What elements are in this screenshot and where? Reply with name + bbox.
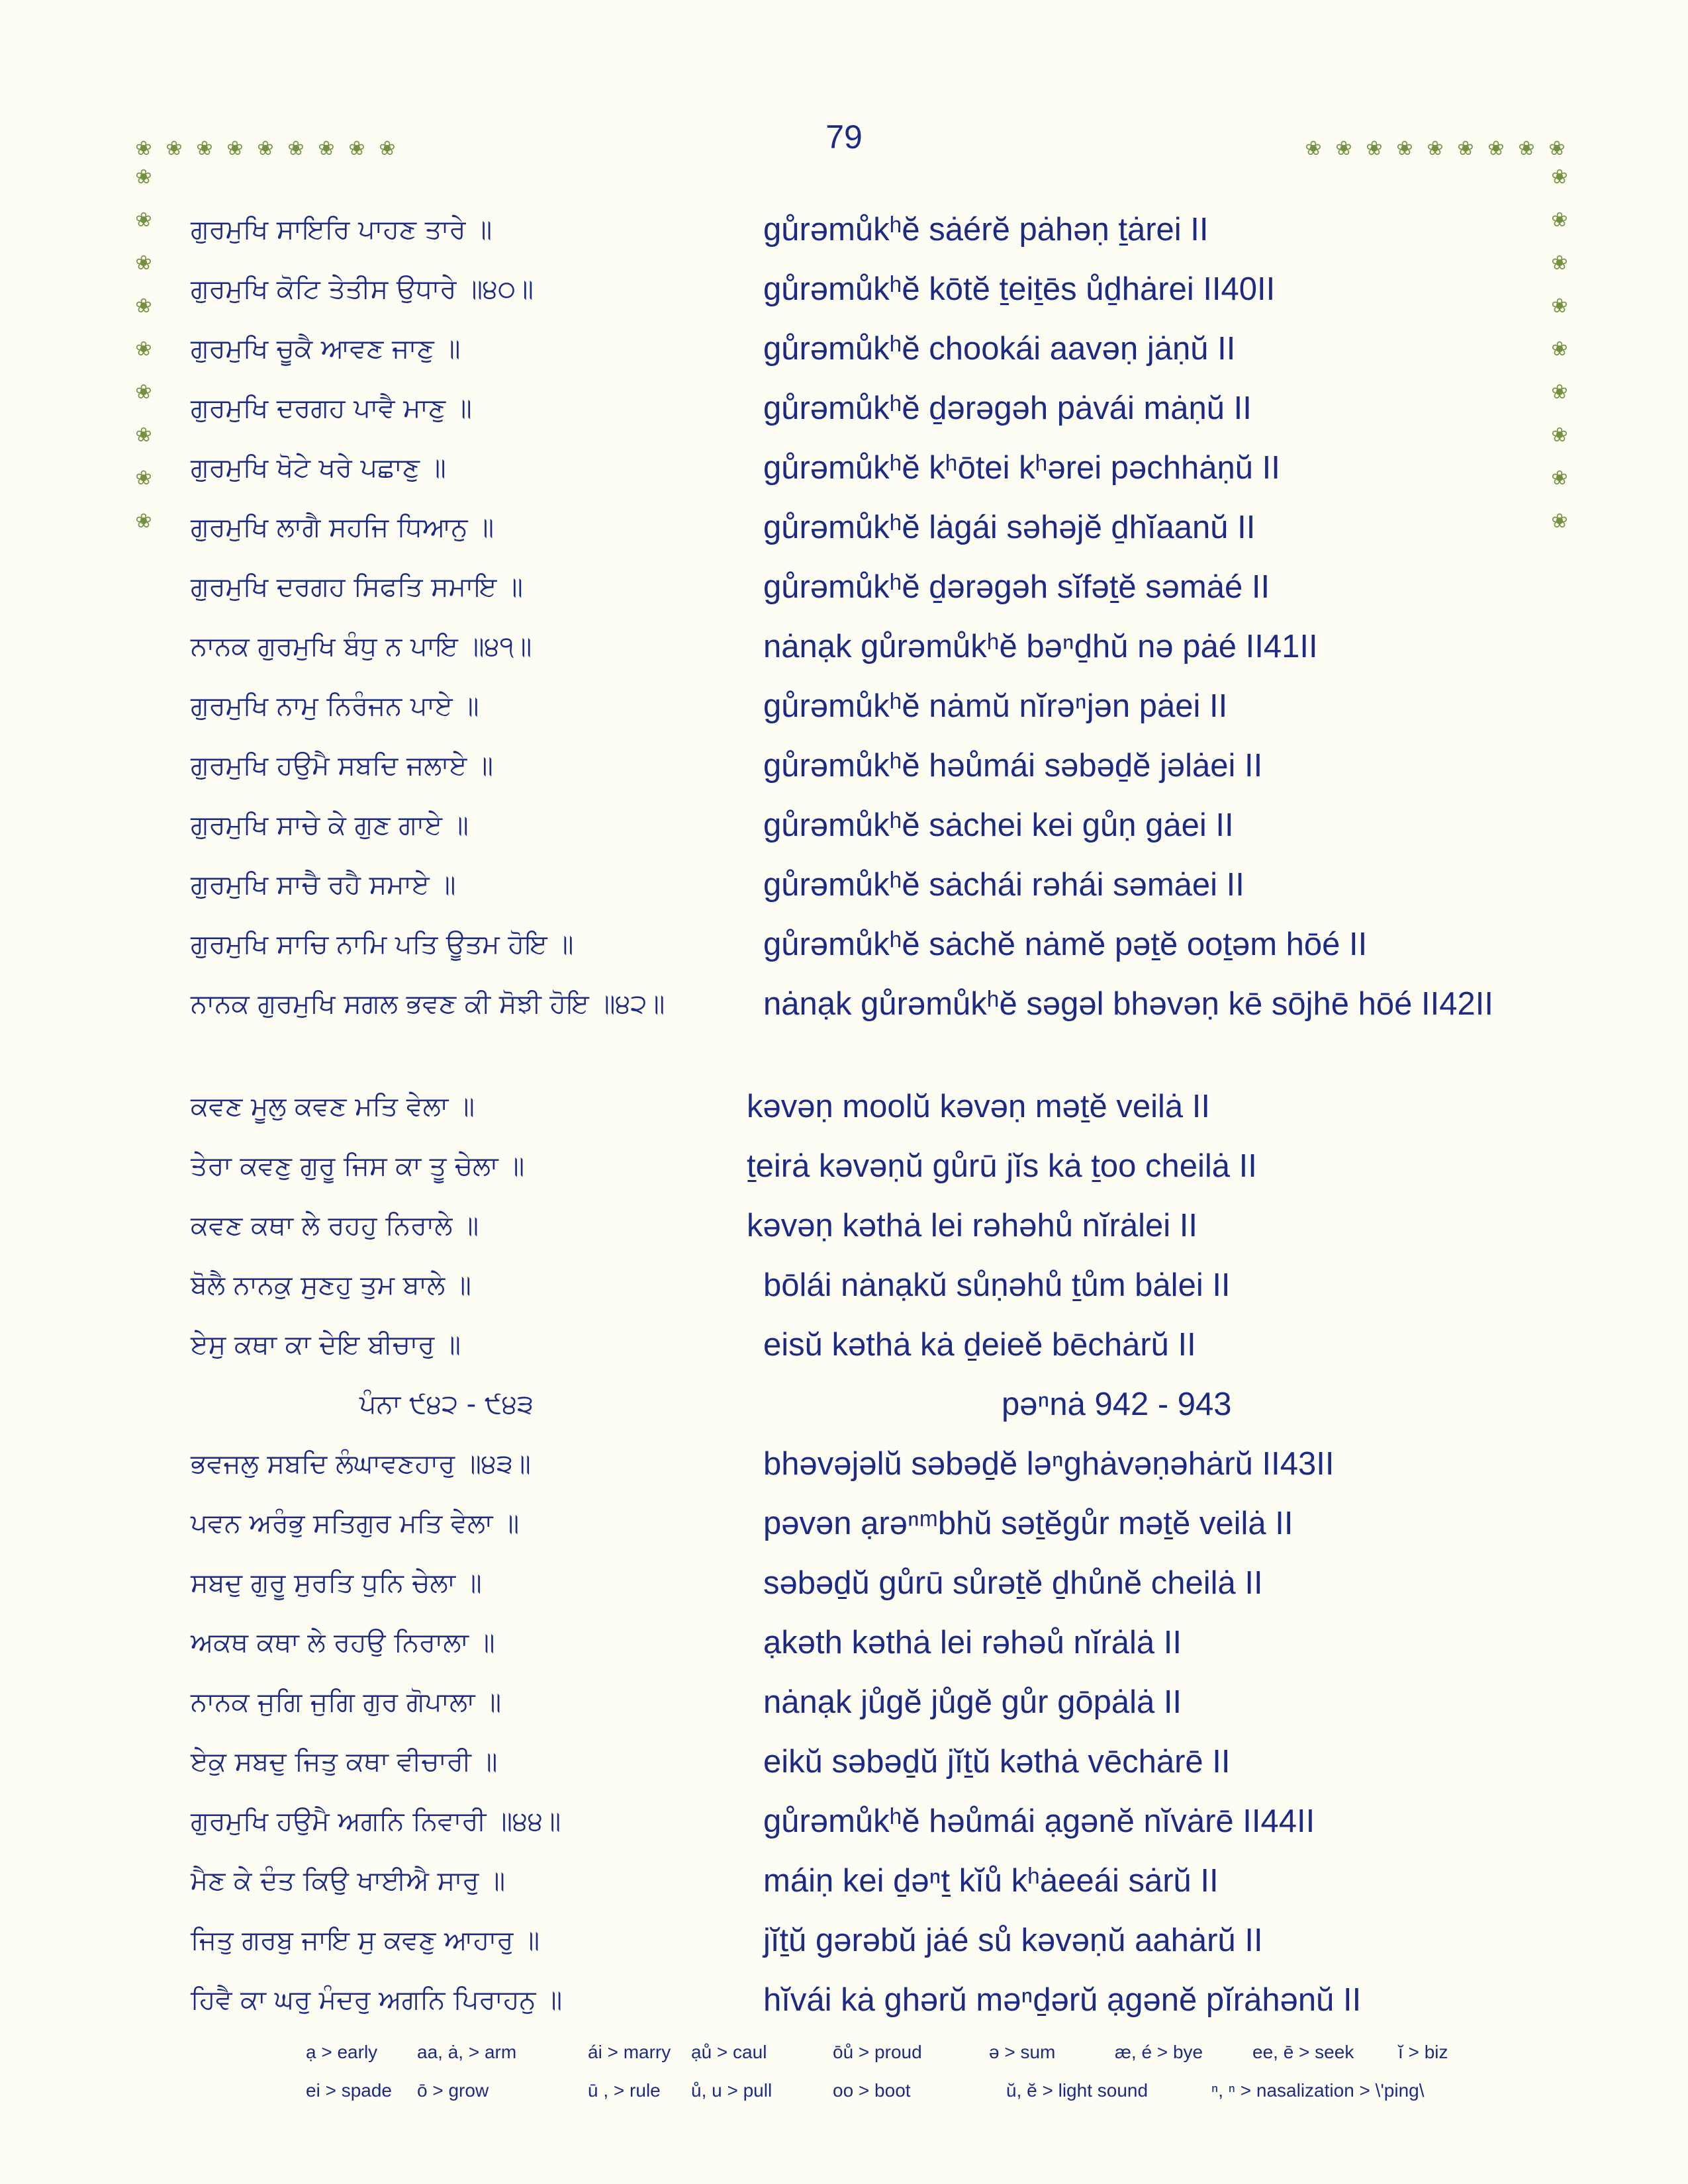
flower-icon: ❀: [1551, 208, 1568, 232]
gurmukhi-heading: ਪੰਨਾ ੯੪੨ - ੯੪੩: [359, 1389, 534, 1420]
flower-icon: ❀: [1518, 137, 1535, 160]
transliteration-text: máiṇ kei ḏəⁿṯ kĭů kʰȧeeái sȧrŭ II: [763, 1863, 1219, 1899]
flower-icon: ❀: [1551, 381, 1568, 404]
legend-item: ō > grow: [417, 2080, 489, 2101]
verse-row: [0, 557, 1688, 617]
transliteration-text: gůrəmůkʰĕ chookái aavəṇ jȧṇŭ II: [763, 331, 1236, 367]
flower-icon: ❀: [135, 165, 152, 189]
transliteration-text: gůrəmůkʰĕ həůmái ạgənĕ nĭvȧrē II44II: [763, 1803, 1315, 1839]
transliteration-text: pəvən ạrəⁿᵐbhŭ səṯĕgůr məṯĕ veilȧ II: [763, 1506, 1293, 1541]
verse-row: [0, 259, 1688, 319]
gurmukhi-text: ਗੁਰਮੁਖਿ ਚੂਕੈ ਆਵਣ ਜਾਣੁ ॥: [191, 334, 461, 364]
flower-icon: ❀: [226, 137, 244, 160]
gurmukhi-text: ਮੈਣ ਕੇ ਦੰਤ ਕਿਉ ਖਾਈਐ ਸਾਰੁ ॥: [191, 1866, 506, 1896]
gurmukhi-text: ਨਾਨਕ ਗੁਰਮੁਖਿ ਬੰਧੁ ਨ ਪਾਇ ॥੪੧॥: [191, 631, 532, 662]
flower-icon: ❀: [379, 137, 396, 160]
flower-icon: ❀: [1366, 137, 1383, 160]
page-reference-heading: [0, 1375, 1688, 1434]
flower-icon: ❀: [1305, 137, 1322, 160]
flower-icon: ❀: [135, 295, 152, 318]
transliteration-text: kəvəṇ moolŭ kəvəṇ məṯĕ veilȧ II: [747, 1089, 1210, 1124]
verse-row: [0, 1196, 1688, 1255]
gurmukhi-text: ਗੁਰਮੁਖਿ ਖੋਟੇ ਖਰੇ ਪਛਾਣੁ ॥: [191, 453, 446, 483]
flower-icon: ❀: [348, 137, 365, 160]
flower-icon: ❀: [1551, 510, 1568, 533]
gurmukhi-text: ਹਿਵੈ ਕਾ ਘਰੁ ਮੰਦਰੁ ਅਗਨਿ ਪਿਰਾਹਨੁ ॥: [191, 1985, 563, 2015]
gurmukhi-text: ਗੁਰਮੁਖਿ ਸਾਇਰਿ ਪਾਹਣ ਤਾਰੇ ॥: [191, 214, 492, 245]
flower-icon: ❀: [318, 137, 335, 160]
flower-icon: ❀: [257, 137, 274, 160]
gurmukhi-text: ਗੁਰਮੁਖਿ ਸਾਚਿ ਨਾਮਿ ਪਤਿ ਊਤਮ ਹੋਇ ॥: [191, 929, 574, 960]
legend-item: ŭ, ĕ > light sound: [1006, 2080, 1149, 2101]
legend-item: aa, ȧ, > arm: [417, 2042, 517, 2062]
transliteration-text: bōlái nȧnạkŭ sůṇəhů ṯům bȧlei II: [763, 1267, 1231, 1303]
transliteration-text: nȧnạk jůgĕ jůgĕ gůr gōpȧlȧ II: [763, 1684, 1182, 1720]
verse-row: [0, 438, 1688, 498]
verse-row: [0, 200, 1688, 259]
transliteration-text: hĭvái kȧ ghərŭ məⁿḏərŭ ạgənĕ pĭrȧhənŭ II: [763, 1982, 1362, 2018]
transliteration-text: kəvəṇ kəthȧ lei rəhəhů nĭrȧlei II: [747, 1208, 1197, 1244]
verse-row: [0, 1494, 1688, 1553]
flower-icon: ❀: [1457, 137, 1474, 160]
verse-row: [0, 617, 1688, 676]
gurmukhi-text: ਗੁਰਮੁਖਿ ਸਾਚੈ ਰਹੈ ਸਮਾਏ ॥: [191, 870, 456, 900]
legend-item: ū , > rule: [588, 2080, 661, 2101]
gurmukhi-text: ਗੁਰਮੁਖਿ ਕੋਟਿ ਤੇਤੀਸ ਉਧਾਰੇ ॥੪੦॥: [191, 274, 534, 304]
legend-item: ạ > early: [306, 2042, 378, 2062]
legend-item: ə > sum: [989, 2042, 1056, 2062]
flower-icon: ❀: [135, 381, 152, 404]
gurmukhi-text: ਏਕੁ ਸਬਦੁ ਜਿਤੁ ਕਥਾ ਵੀਚਾਰੀ ॥: [191, 1747, 498, 1777]
legend-row: [306, 2080, 1497, 2118]
verse-block: [0, 200, 1688, 2030]
gurmukhi-text: ਗੁਰਮੁਖਿ ਨਾਮੁ ਨਿਰੰਜਨ ਪਾਏ ॥: [191, 691, 479, 721]
legend-item: oo > boot: [833, 2080, 911, 2101]
transliteration-text: səbəḏŭ gůrū sůrəṯĕ ḏhůnĕ cheilȧ II: [763, 1565, 1263, 1601]
gurmukhi-text: ਭਵਜਲੁ ਸਬਦਿ ਲੰਘਾਵਣਹਾਰੁ ॥੪੩॥: [191, 1449, 531, 1479]
transliteration-text: bhəvəjəlŭ səbəḏĕ ləⁿghȧvəṇəhȧrŭ II43II: [763, 1446, 1335, 1482]
verse-row: [0, 796, 1688, 855]
verse-row: [0, 974, 1688, 1077]
gurmukhi-text: ਕਵਣ ਮੂਲੁ ਕਵਣ ਮਤਿ ਵੇਲਾ ॥: [191, 1091, 475, 1122]
verse-row: [0, 1970, 1688, 2030]
legend-item: ái > marry: [588, 2042, 671, 2062]
gurmukhi-text: ਕਵਣ ਕਥਾ ਲੇ ਰਹਹੁ ਨਿਰਾਲੇ ॥: [191, 1210, 479, 1241]
transliteration-text: eisŭ kəthȧ kȧ ḏeieĕ bēchȧrŭ II: [763, 1327, 1196, 1363]
verse-row: [0, 1553, 1688, 1613]
gurmukhi-text: ਗੁਰਮੁਖਿ ਦਰਗਹ ਸਿਫਤਿ ਸਮਾਇ ॥: [191, 572, 523, 602]
flower-icon: ❀: [1487, 137, 1505, 160]
flower-icon: ❀: [135, 338, 152, 361]
flower-icon: ❀: [135, 208, 152, 232]
verse-row: [0, 915, 1688, 974]
transliteration-text: gůrəmůkʰĕ kʰōtei kʰərei pəchhȧṇŭ II: [763, 450, 1280, 486]
legend-item: ⁿ, ⁿ > nasalization > \'ping\: [1211, 2080, 1425, 2101]
flower-icon: ❀: [135, 510, 152, 533]
flower-icon: ❀: [1551, 424, 1568, 447]
legend-item: ạů > caul: [691, 2042, 767, 2062]
transliteration-text: gůrəmůkʰĕ ḏərəgəh pȧvái mȧṇŭ II: [763, 390, 1252, 426]
verse-row: [0, 1077, 1688, 1136]
flower-icon: ❀: [1551, 251, 1568, 275]
verse-row: [0, 498, 1688, 557]
flower-icon: ❀: [1548, 137, 1566, 160]
gurmukhi-text: ਜਿਤੁ ਗਰਬੁ ਜਾਇ ਸੁ ਕਵਣੁ ਆਹਾਰੁ ॥: [191, 1925, 540, 1956]
pronunciation-legend: [306, 2042, 1497, 2118]
gurmukhi-text: ਏਸੁ ਕਥਾ ਕਾ ਦੇਇ ਬੀਚਾਰੁ ॥: [191, 1330, 461, 1360]
gurmukhi-text: ਨਾਨਕ ਜੁਗਿ ਜੁਗਿ ਗੁਰ ਗੋਪਾਲਾ ॥: [191, 1687, 502, 1717]
verse-row: [0, 1851, 1688, 1911]
transliteration-text: ạkəth kəthȧ lei rəhəů nĭrȧlȧ II: [763, 1625, 1182, 1661]
flower-icon: ❀: [135, 251, 152, 275]
verse-row: [0, 1792, 1688, 1851]
flower-icon: ❀: [135, 467, 152, 490]
transliteration-text: eikŭ səbəḏŭ jĭṯŭ kəthȧ vēchȧrē II: [763, 1744, 1231, 1780]
verse-row: [0, 1911, 1688, 1970]
verse-row: [0, 855, 1688, 915]
flower-icon: ❀: [1335, 137, 1352, 160]
transliteration-text: gůrəmůkʰĕ nȧmŭ nĭrəⁿjən pȧei II: [763, 688, 1228, 724]
transliteration-text: gůrəmůkʰĕ sȧérĕ pȧhəṇ ṯȧrei II: [763, 212, 1209, 248]
verse-row: [0, 1315, 1688, 1375]
flower-icon: ❀: [287, 137, 305, 160]
transliteration-text: gůrəmůkʰĕ ḏərəgəh sĭfəṯĕ səmȧé II: [763, 569, 1270, 605]
gurmukhi-text: ਗੁਰਮੁਖਿ ਦਰਗਹ ਪਾਵੈ ਮਾਣੁ ॥: [191, 393, 472, 424]
transliteration-text: jĭṯŭ gərəbŭ jȧé sů kəvəṇŭ aahȧrŭ II: [763, 1923, 1263, 1958]
legend-row: [306, 2042, 1497, 2080]
legend-item: ōů > proud: [833, 2042, 922, 2062]
legend-item: ei > spade: [306, 2080, 392, 2101]
transliteration-text: gůrəmůkʰĕ sȧchei kei gůṇ gȧei II: [763, 807, 1234, 843]
legend-item: ĭ > biz: [1398, 2042, 1448, 2062]
legend-item: ů, u > pull: [691, 2080, 773, 2101]
verse-row: [0, 1136, 1688, 1196]
flower-icon: ❀: [1551, 295, 1568, 318]
verse-row: [0, 1672, 1688, 1732]
verse-row: [0, 1613, 1688, 1672]
transliteration-text: gůrəmůkʰĕ lȧgái səhəjĕ ḏhĭaanŭ II: [763, 510, 1256, 545]
verse-row: [0, 379, 1688, 438]
gurmukhi-text: ਤੇਰਾ ਕਵਣੁ ਗੁਰੂ ਜਿਸ ਕਾ ਤੂ ਚੇਲਾ ॥: [191, 1151, 525, 1181]
transliteration-text: gůrəmůkʰĕ sȧchĕ nȧmĕ pəṯĕ ooṯəm hōé II: [763, 927, 1368, 962]
gurmukhi-text: ਸਬਦੁ ਗੁਰੂ ਸੁਰਤਿ ਧੁਨਿ ਚੇਲਾ ॥: [191, 1568, 482, 1598]
flower-icon: ❀: [196, 137, 213, 160]
gurmukhi-text: ਨਾਨਕ ਗੁਰਮੁਖਿ ਸਗਲ ਭਵਣ ਕੀ ਸੋਝੀ ਹੋਇ ॥੪੨॥: [191, 989, 665, 1019]
flower-icon: ❀: [135, 137, 152, 160]
verse-row: [0, 676, 1688, 736]
gurmukhi-text: ਗੁਰਮੁਖਿ ਹਉਮੈ ਸਬਦਿ ਜਲਾਏ ॥: [191, 751, 493, 781]
gurmukhi-text: ਗੁਰਮੁਖਿ ਹਉਮੈ ਅਗਨਿ ਨਿਵਾਰੀ ॥੪੪॥: [191, 1806, 561, 1837]
flower-icon: ❀: [1427, 137, 1444, 160]
legend-item: ee, ē > seek: [1252, 2042, 1354, 2062]
legend-item: æ, é > bye: [1115, 2042, 1203, 2062]
verse-row: [0, 319, 1688, 379]
verse-row: [0, 736, 1688, 796]
gurmukhi-text: ਅਕਥ ਕਥਾ ਲੇ ਰਹਉ ਨਿਰਾਲਾ ॥: [191, 1627, 495, 1658]
flower-icon: ❀: [1551, 338, 1568, 361]
gurmukhi-text: ਪਵਨ ਅਰੰਭੁ ਸਤਿਗੁਰ ਮਤਿ ਵੇਲਾ ॥: [191, 1508, 520, 1539]
gurmukhi-text: ਗੁਰਮੁਖਿ ਲਾਗੈ ਸਹਜਿ ਧਿਆਨੁ ॥: [191, 512, 494, 543]
verse-row: [0, 1732, 1688, 1792]
transliteration-heading: pəⁿnȧ 942 - 943: [1002, 1387, 1232, 1422]
flower-icon: ❀: [1551, 165, 1568, 189]
flower-icon: ❀: [165, 137, 183, 160]
flower-icon: ❀: [1551, 467, 1568, 490]
gurmukhi-text: ਬੋਲੈ ਨਾਨਕੁ ਸੁਣਹੁ ਤੁਮ ਬਾਲੇ ॥: [191, 1270, 471, 1300]
transliteration-text: gůrəmůkʰĕ həůmái səbəḏĕ jəlȧei II: [763, 748, 1263, 784]
flower-icon: ❀: [1396, 137, 1413, 160]
transliteration-text: gůrəmůkʰĕ kōtĕ ṯeiṯēs ůḏhȧrei II40II: [763, 271, 1276, 307]
transliteration-text: nȧnạk gůrəmůkʰĕ bəⁿḏhŭ nə pȧé II41II: [763, 629, 1318, 664]
transliteration-text: gůrəmůkʰĕ sȧchái rəhái səmȧei II: [763, 867, 1244, 903]
gurmukhi-text: ਗੁਰਮੁਖਿ ਸਾਚੇ ਕੇ ਗੁਣ ਗਾਏ ॥: [191, 810, 469, 841]
verse-row: [0, 1255, 1688, 1315]
transliteration-text: nȧnạk gůrəmůkʰĕ səgəl bhəvəṇ kē sōjhē hōé II42II: [763, 986, 1493, 1022]
flower-icon: ❀: [135, 424, 152, 447]
verse-row: [0, 1434, 1688, 1494]
transliteration-text: ṯeirȧ kəvəṇŭ gůrū jĭs kȧ ṯoo cheilȧ II: [747, 1148, 1257, 1184]
page-number: 79: [825, 118, 863, 156]
